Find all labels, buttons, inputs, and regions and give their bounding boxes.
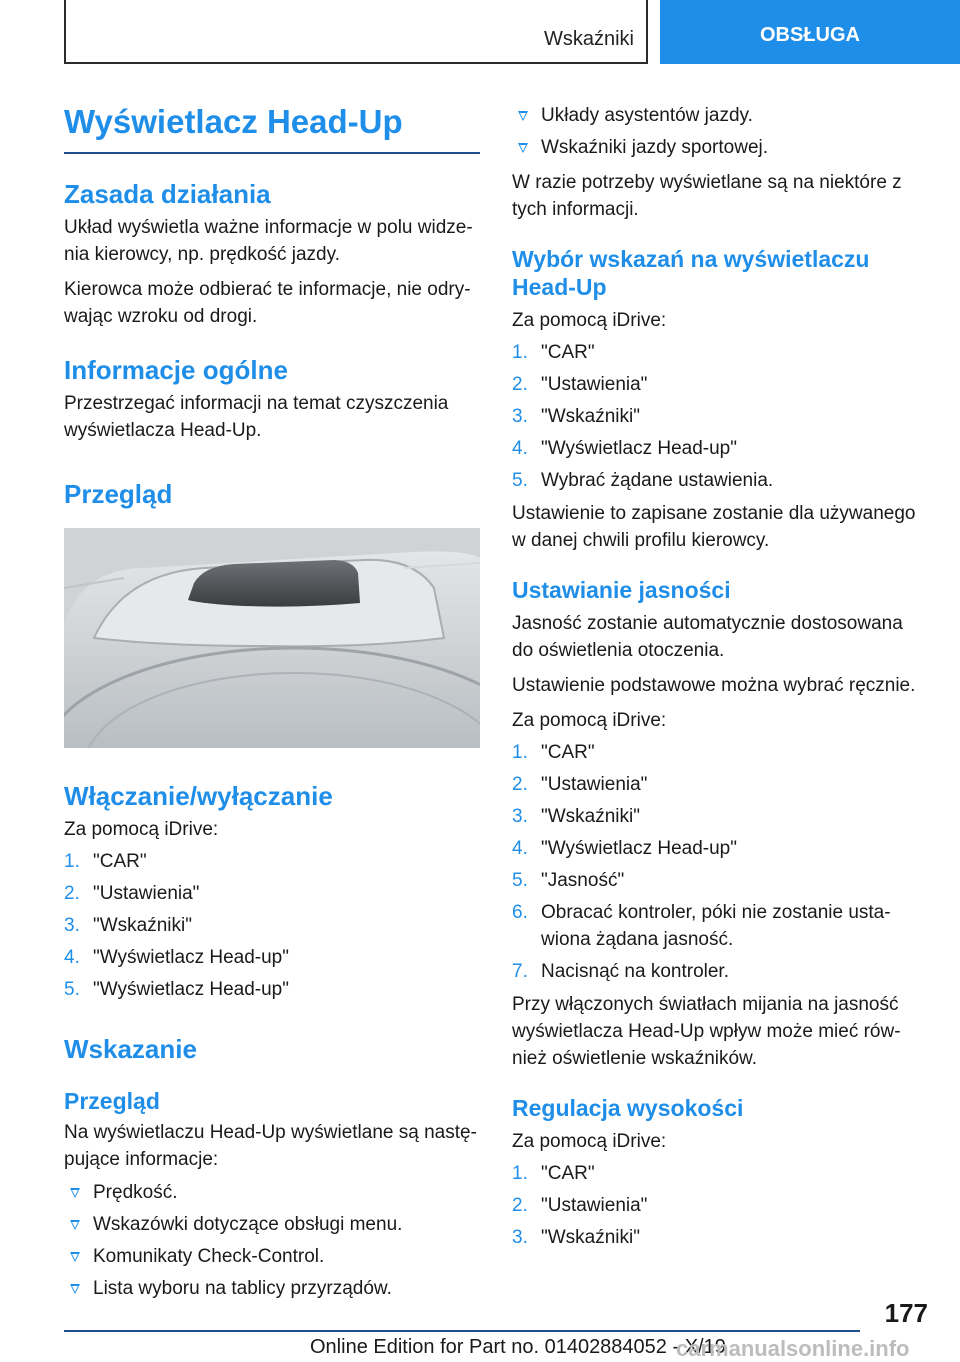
step-number: 1.	[512, 742, 528, 763]
list-item	[64, 880, 480, 907]
head-up-display-photo	[64, 528, 480, 748]
list-item	[64, 1179, 480, 1206]
step-number: 1.	[512, 342, 528, 363]
bullet-text: Komunikaty Check-Control.	[93, 1246, 325, 1267]
brightness-after: Przy włączonych światłach mijania na jasność wyświetlacza Head-Up wpływ może mieć rów-nież oświetlenie wskaźników.	[512, 994, 901, 1069]
list-item	[512, 435, 920, 462]
step-number: 4.	[512, 838, 528, 859]
triangle-bullet-icon	[70, 1188, 80, 1198]
display-sub-heading: Przegląd	[64, 1088, 160, 1114]
step-text: "Wyświetlacz Head-up"	[93, 979, 289, 1000]
left-column	[64, 100, 480, 1302]
list-item	[512, 771, 920, 798]
header-chapter-tab: OBSŁUGA	[660, 0, 960, 64]
step-text: "Wskaźniki"	[541, 406, 640, 427]
step-number: 3.	[512, 806, 528, 827]
height-intro: Za pomocą iDrive:	[512, 1131, 667, 1152]
step-text: "Wyświetlacz Head-up"	[541, 838, 737, 859]
header-section-box	[64, 0, 648, 64]
brightness-paragraph-1: Jasność zostanie automatycznie dostosowana do oświetlenia otoczenia.	[512, 613, 903, 661]
step-text: Wybrać żądane ustawienia.	[541, 470, 774, 491]
bullet-text: Układy asystentów jazdy.	[541, 105, 753, 126]
select-steps	[512, 339, 920, 494]
list-item	[512, 102, 920, 129]
principle-paragraph-1: Układ wyświetla ważne informacje w polu widze-nia kierowcy, np. prędkość jazdy.	[64, 217, 473, 265]
step-number: 2.	[64, 883, 80, 904]
step-text: "Wskaźniki"	[541, 1227, 640, 1248]
list-item	[512, 835, 920, 862]
watermark: carmanualsonline.info	[676, 1336, 910, 1361]
step-number: 7.	[512, 961, 528, 982]
bullet-text: Wskazówki dotyczące obsługi menu.	[93, 1214, 403, 1235]
step-number: 3.	[512, 406, 528, 427]
brightness-intro: Za pomocą iDrive:	[512, 710, 667, 731]
step-number: 4.	[64, 947, 80, 968]
page-number: 177	[884, 1298, 928, 1328]
bullet-text: Wskaźniki jazdy sportowej.	[541, 137, 769, 158]
list-item	[64, 1243, 480, 1270]
onoff-intro: Za pomocą iDrive:	[64, 819, 219, 840]
height-heading: Regulacja wysokości	[512, 1095, 744, 1121]
display-bullets	[64, 1179, 480, 1302]
list-item	[512, 467, 920, 494]
triangle-bullet-icon	[70, 1284, 80, 1294]
display-intro: Na wyświetlaczu Head-Up wyświetlane są nastę-pujące informacje:	[64, 1122, 477, 1170]
bullet-text: Prędkość.	[93, 1182, 178, 1203]
page-title: Wyświetlacz Head-Up	[64, 100, 480, 154]
height-steps	[512, 1160, 920, 1251]
overview-heading: Przegląd	[64, 479, 173, 509]
list-item	[512, 899, 920, 953]
triangle-bullet-icon	[70, 1220, 80, 1230]
list-item	[512, 867, 920, 894]
step-text: "Wskaźniki"	[541, 806, 640, 827]
head-up-display-illustration	[64, 528, 480, 748]
step-number: 2.	[512, 374, 528, 395]
triangle-bullet-icon	[518, 143, 528, 153]
list-item	[512, 403, 920, 430]
step-number: 5.	[512, 870, 528, 891]
step-number: 1.	[512, 1163, 528, 1184]
step-number: 5.	[64, 979, 80, 1000]
step-text: "Ustawienia"	[541, 1195, 648, 1216]
footer-rule	[64, 1330, 860, 1332]
list-item	[512, 958, 920, 985]
list-item	[64, 1211, 480, 1238]
step-number: 3.	[512, 1227, 528, 1248]
list-item	[512, 739, 920, 766]
list-item	[512, 1160, 920, 1187]
onoff-steps	[64, 848, 480, 1003]
principle-paragraph-2: Kierowca może odbierać te informacje, nie odry-wając wzroku od drogi.	[64, 279, 471, 327]
list-item	[64, 976, 480, 1003]
list-item	[512, 339, 920, 366]
brightness-heading: Ustawianie jasności	[512, 577, 731, 603]
triangle-bullet-icon	[70, 1252, 80, 1262]
list-item	[512, 134, 920, 161]
onoff-heading: Włączanie/wyłączanie	[64, 781, 333, 811]
bullet-text: Lista wyboru na tablicy przyrządów.	[93, 1278, 392, 1299]
continued-bullets	[512, 102, 920, 161]
header-section-title: Wskaźniki	[543, 28, 634, 50]
brightness-paragraph-2: Ustawienie podstawowe można wybrać ręcznie.	[512, 675, 916, 696]
triangle-bullet-icon	[518, 111, 528, 121]
step-number: 1.	[64, 851, 80, 872]
right-note: W razie potrzeby wyświetlane są na niektóre z tych informacji.	[512, 172, 902, 220]
step-text: Nacisnąć na kontroler.	[541, 961, 729, 982]
right-column	[512, 100, 920, 1251]
general-heading: Informacje ogólne	[64, 355, 288, 385]
list-item	[512, 803, 920, 830]
step-text: "Ustawienia"	[541, 774, 648, 795]
step-number: 2.	[512, 1195, 528, 1216]
list-item	[64, 848, 480, 875]
step-text: "Wyświetlacz Head-up"	[93, 947, 289, 968]
step-text: "CAR"	[541, 1163, 595, 1184]
principle-heading: Zasada działania	[64, 179, 271, 209]
step-text: "CAR"	[93, 851, 147, 872]
edition-note: Online Edition for Part no. 01402884052 - X/19	[310, 1336, 726, 1358]
display-heading: Wskazanie	[64, 1034, 197, 1064]
select-intro: Za pomocą iDrive:	[512, 310, 667, 331]
step-number: 5.	[512, 470, 528, 491]
general-paragraph: Przestrzegać informacji na temat czyszczenia wyświetlacza Head-Up.	[64, 393, 449, 441]
step-text: "Jasność"	[541, 870, 625, 891]
list-item	[64, 944, 480, 971]
select-heading: Wybór wskazań na wyświetlaczu Head-Up	[512, 246, 870, 300]
step-text: "Ustawienia"	[541, 374, 648, 395]
step-text: "CAR"	[541, 342, 595, 363]
step-number: 4.	[512, 438, 528, 459]
list-item	[512, 371, 920, 398]
step-text: "CAR"	[541, 742, 595, 763]
step-number: 2.	[512, 774, 528, 795]
step-text: "Ustawienia"	[93, 883, 200, 904]
step-text: "Wskaźniki"	[93, 915, 192, 936]
step-number: 6.	[512, 902, 528, 923]
list-item	[64, 1275, 480, 1302]
select-after: Ustawienie to zapisane zostanie dla używanego w danej chwili profilu kierowcy.	[512, 503, 916, 551]
list-item	[512, 1224, 920, 1251]
list-item	[512, 1192, 920, 1219]
step-text: "Wyświetlacz Head-up"	[541, 438, 737, 459]
step-text: Obracać kontroler, póki nie zostanie usta-wiona żądana jasność.	[541, 902, 891, 950]
list-item	[64, 912, 480, 939]
step-number: 3.	[64, 915, 80, 936]
brightness-steps	[512, 739, 920, 985]
